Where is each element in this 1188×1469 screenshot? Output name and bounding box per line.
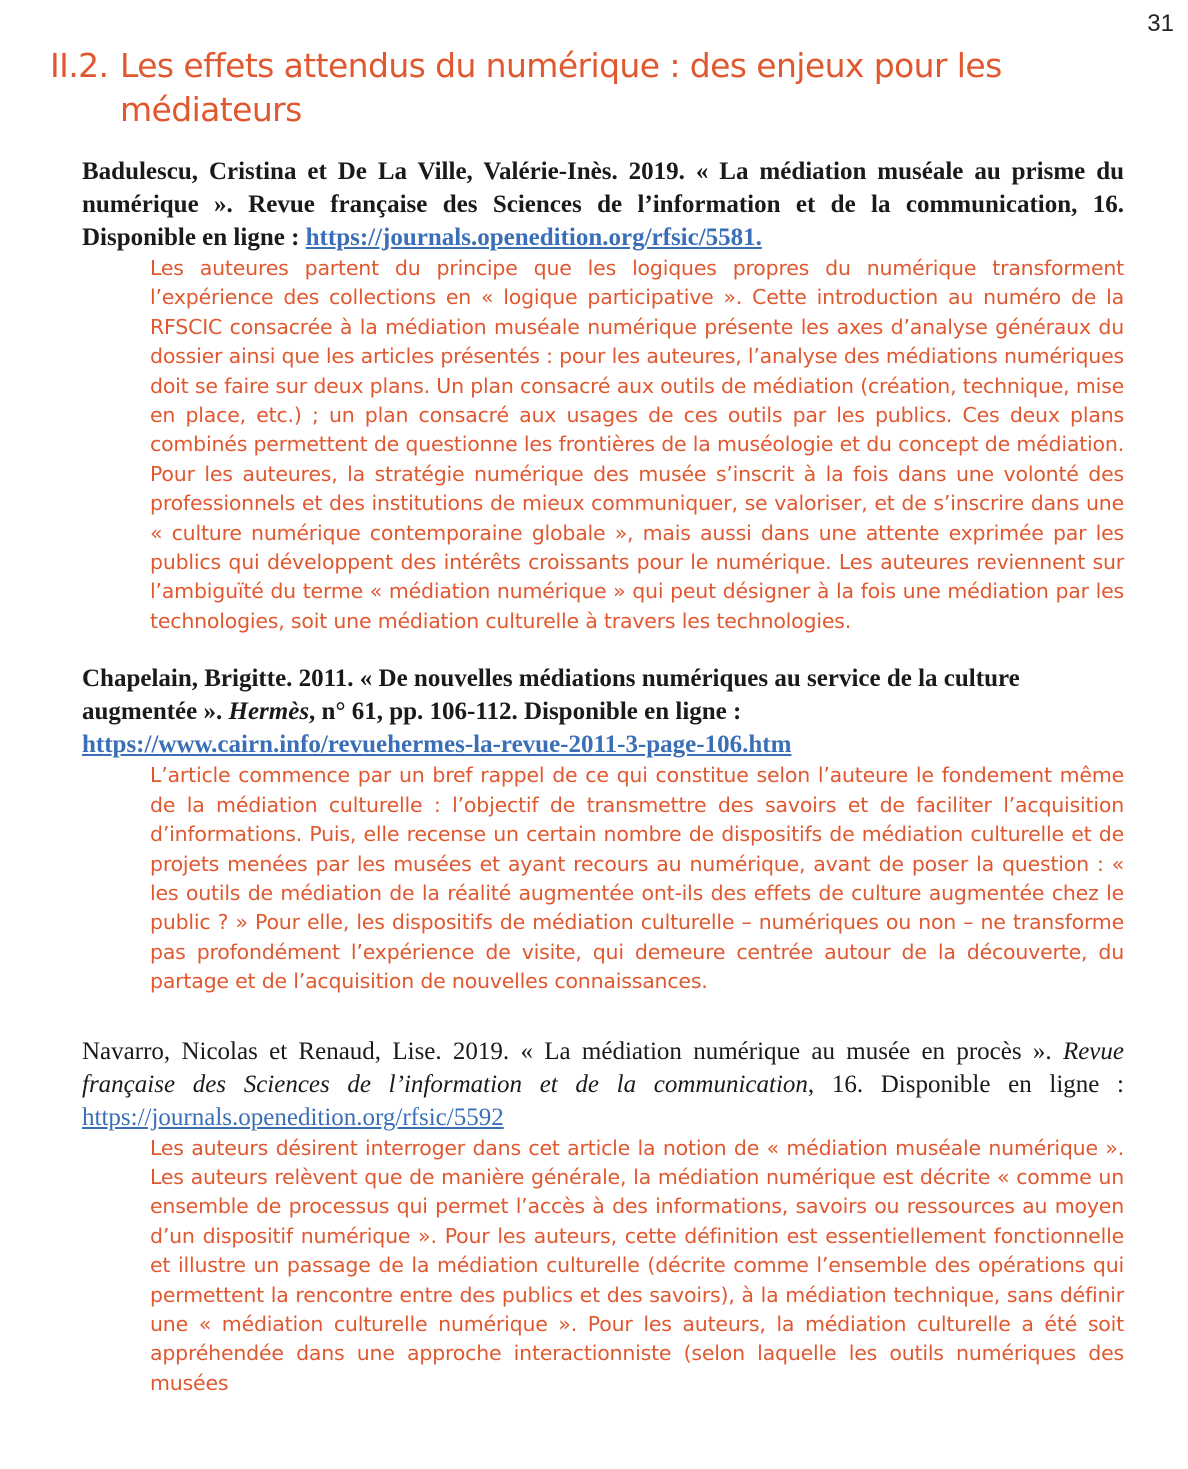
section-title <box>50 44 1130 132</box>
bibliography-entry-navarro <box>82 1035 1124 1399</box>
page-number: 31 <box>1147 10 1174 37</box>
bibliography-entry-badulescu <box>82 155 1124 636</box>
citation-link[interactable]: https://journals.openedition.org/rfsic/5592 <box>82 1103 504 1131</box>
abstract: Les auteures partent du principe que les logiques propres du numérique transforment l’expérience des collections en « logique participative ». Cette introduction au numéro de la RFSCIC consacrée à la médiation muséale numérique présente les axes d’analyse généraux du dossier ainsi que les articles présentés : pour les auteures, l’analyse des médiations numériques doit se faire sur deux plans. Un plan consacré aux outils de médiation (création, technique, mise en place, etc.) ; un plan consacré aux usages de ces outils par les publics. Ces deux plans combinés permettent de questionne les frontières de la muséologie et du concept de médiation. Pour les auteures, la stratégie numérique des musée s’inscrit à la fois dans une volonté des professionnels et des institutions de mieux communiquer, se valoriser, et de s’inscrire dans une « culture numérique contemporaine globale », mais aussi dans une attente exprimée par les publics qui développent des intérêts croissants pour le numérique. Les auteures reviennent sur l’ambiguïté du terme « médiation numérique » qui peut désigner à la fois une médiation par les technologies, soit une médiation culturelle à travers les technologies. <box>150 256 1124 633</box>
section-title-line1: Les effets attendus du numérique : des enjeux pour les <box>120 46 1002 85</box>
bibliography-entry-chapelain <box>82 662 1124 996</box>
citation-text-after: , 16. Disponible en ligne : <box>807 1070 1124 1098</box>
citation <box>82 1035 1124 1134</box>
citation-text-after: , n° 61, pp. 106-112. Disponible en ligne : <box>309 698 742 726</box>
abstract: L’article commence par un bref rappel de ce qui constitue selon l’auteure le fondement même de la médiation culturelle : l’objectif de transmettre des savoirs et de faciliter l’acquisition d’informations. Puis, elle recense un certain nombre de dispositifs de médiation culturelle et de projets menées par les musées et ayant recours au numérique, avant de poser la question : « les outils de médiation de la réalité augmentée ont-ils des effets de culture augmentée chez le public ? » Pour elle, les dispositifs de médiation culturelle – numériques ou non – ne transforme pas profondément l’expérience de visite, qui demeure centrée autour de la découverte, du partage et de l’acquisition de nouvelles connaissances. <box>150 763 1124 994</box>
citation-text: Chapelain, Brigitte. 2011. « De nouvelles médiations numériques au service de la culture augmentée ». <box>82 665 1020 726</box>
journal-title: Revue française des Sciences de l’information et de la communication <box>82 1037 1124 1098</box>
section-number: II.2. <box>50 46 109 85</box>
citation <box>82 662 1124 761</box>
journal-title: Hermès <box>228 698 310 726</box>
citation-link[interactable]: https://journals.openedition.org/rfsic/5581. <box>305 224 762 251</box>
citation <box>82 155 1124 254</box>
bibliography-list <box>82 155 1124 1418</box>
citation-text: Badulescu, Cristina et De La Ville, Valérie-Inès. 2019. « La médiation muséale au prisme du numérique ». Revue française des Sciences de l’information et de la communication, 16. Disponible en ligne : <box>82 158 1124 251</box>
abstract: Les auteurs désirent interroger dans cet article la notion de « médiation muséale numérique ». Les auteurs relèvent que de manière générale, la médiation numérique est décrite « comme un ensemble de processus qui permet l’accès à des informations, savoirs ou ressources au moyen d’un dispositif numérique ». Pour les auteurs, cette définition est essentiellement fonctionnelle et illustre un passage de la médiation culturelle (décrite comme l’ensemble des opérations qui permettent la rencontre entre des publics et des savoirs), à la médiation technique, sans définir une « médiation culturelle numérique ». Pour les auteurs, la médiation culturelle a été soit appréhendée dans une approche interactionniste (selon laquelle les outils numériques des musées <box>150 1135 1124 1395</box>
citation-text: Navarro, Nicolas et Renaud, Lise. 2019. « La médiation numérique au musée en procès ». <box>82 1037 1063 1065</box>
section-title-line2: médiateurs <box>120 90 302 129</box>
citation-link[interactable]: https://www.cairn.info/revuehermes-la-revue-2011-3-page-106.htm <box>82 731 792 759</box>
